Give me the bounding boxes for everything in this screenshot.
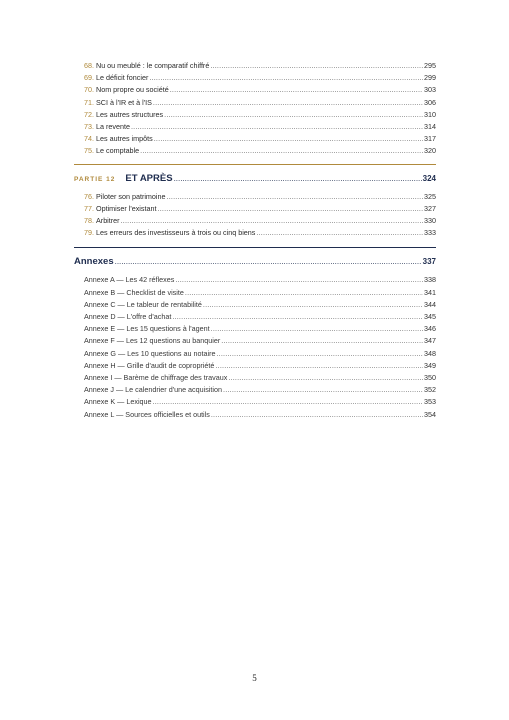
annex-row[interactable] [84, 299, 436, 311]
annex-row[interactable] [84, 274, 436, 286]
chapter-page: 295 [424, 61, 436, 70]
chapter-page: 310 [424, 109, 436, 119]
annex-page: 349 [424, 360, 436, 370]
dot-leader [158, 203, 424, 215]
dot-leader [203, 299, 423, 311]
chapter-page: 333 [424, 228, 436, 238]
table-of-contents [74, 60, 436, 421]
dot-leader [216, 348, 423, 360]
chapter-title: Nu ou meublé : le comparatif chiffré [96, 61, 210, 70]
dot-leader [256, 227, 423, 239]
chapter-number: 68. [84, 61, 94, 70]
chapter-number: 78. [84, 216, 94, 226]
annex-title: Annexe I — Barème de chiffrage des travaux [84, 373, 228, 383]
chapter-number: 69. [84, 73, 94, 83]
toc-row[interactable] [74, 121, 436, 133]
annex-title: Annexe A — Les 42 réflexes [84, 275, 175, 285]
annex-row[interactable] [84, 396, 436, 408]
toc-row[interactable] [74, 109, 436, 121]
chapter-list-part12 [74, 191, 436, 240]
annex-row[interactable] [84, 348, 436, 360]
annex-list [74, 274, 436, 420]
chapter-page: 325 [424, 191, 436, 201]
annex-title: Annexe C — Le tableur de rentabilité [84, 299, 202, 309]
dot-leader [121, 215, 423, 227]
dot-leader [223, 384, 423, 396]
dot-leader [115, 257, 422, 266]
toc-row[interactable] [74, 60, 436, 72]
annex-row[interactable] [84, 360, 436, 372]
chapter-title: Les autres structures [96, 109, 164, 119]
annex-title: Annexe E — Les 15 questions à l'agent [84, 324, 210, 334]
chapter-number: 79. [84, 228, 94, 238]
toc-row[interactable] [74, 203, 436, 215]
dot-leader [140, 145, 423, 157]
annex-page: 345 [424, 312, 436, 322]
annex-page: 344 [424, 299, 436, 309]
dot-leader [174, 174, 422, 183]
dot-leader [211, 409, 423, 421]
annex-page: 348 [424, 348, 436, 358]
annexes-page: 337 [422, 257, 436, 267]
annex-page: 341 [424, 287, 436, 297]
dot-leader [210, 60, 423, 72]
dot-leader [211, 323, 423, 335]
dot-leader [172, 311, 423, 323]
chapter-title: Les erreurs des investisseurs à trois ou cinq biens [96, 228, 256, 238]
dot-leader [167, 191, 423, 203]
chapter-page: 306 [424, 97, 436, 107]
toc-row[interactable] [74, 97, 436, 109]
annex-title: Annexe H — Grille d'audit de copropriété [84, 360, 215, 370]
part-label: PARTIE 12 [74, 175, 116, 183]
chapter-page: 327 [424, 203, 436, 213]
part-page: 324 [422, 173, 436, 183]
annex-page: 352 [424, 385, 436, 395]
chapter-number: 73. [84, 122, 94, 132]
chapter-page: 314 [424, 122, 436, 132]
chapter-number: 77. [84, 203, 94, 213]
chapter-number: 76. [84, 191, 94, 201]
annex-row[interactable] [84, 287, 436, 299]
annex-row[interactable] [84, 335, 436, 347]
toc-row[interactable] [74, 215, 436, 227]
chapter-list-top [74, 60, 436, 158]
dot-leader [221, 335, 423, 347]
chapter-title: Les autres impôts [96, 134, 153, 144]
chapter-number: 74. [84, 134, 94, 144]
chapter-title: SCI à l'IR et à l'IS [96, 97, 152, 107]
chapter-page: 303 [424, 85, 436, 95]
chapter-page: 330 [424, 216, 436, 226]
annex-page: 350 [424, 373, 436, 383]
chapter-number: 70. [84, 85, 94, 95]
dot-leader [175, 274, 423, 286]
chapter-title: Optimiser l'existant [96, 203, 157, 213]
toc-row[interactable] [74, 84, 436, 96]
annex-title: Annexe K — Lexique [84, 397, 152, 407]
annexes-heading[interactable] [74, 247, 436, 274]
chapter-number: 75. [84, 146, 94, 156]
dot-leader [170, 84, 423, 96]
annex-page: 354 [424, 409, 436, 419]
dot-leader [153, 396, 423, 408]
dot-leader [154, 133, 423, 145]
dot-leader [149, 72, 423, 84]
annex-page: 346 [424, 324, 436, 334]
annex-page: 353 [424, 397, 436, 407]
chapter-title: Nom propre ou société [96, 85, 169, 95]
chapter-title: Le comptable [96, 146, 140, 156]
annex-row[interactable] [84, 311, 436, 323]
dot-leader [215, 360, 423, 372]
annex-title: Annexe F — Les 12 questions au banquier [84, 336, 221, 346]
annexes-title: Annexes [74, 256, 114, 268]
annex-row[interactable] [84, 372, 436, 384]
annex-title: Annexe D — L'offre d'achat [84, 312, 172, 322]
toc-row[interactable] [74, 227, 436, 239]
dot-leader [228, 372, 423, 384]
dot-leader [164, 109, 423, 121]
chapter-page: 317 [424, 134, 436, 144]
annex-title: Annexe G — Les 10 questions au notaire [84, 348, 216, 358]
dot-leader [153, 97, 423, 109]
chapter-title: Le déficit foncier [96, 73, 149, 83]
toc-row[interactable] [74, 191, 436, 203]
chapter-title: La revente [96, 122, 130, 132]
dot-leader [131, 121, 423, 133]
chapter-title: Arbitrer [96, 216, 120, 226]
annex-row[interactable] [84, 409, 436, 421]
chapter-number: 72. [84, 109, 94, 119]
annex-page: 347 [424, 336, 436, 346]
chapter-page: 299 [424, 73, 436, 83]
annex-title: Annexe B — Checklist de visite [84, 287, 184, 297]
chapter-number: 71. [84, 97, 94, 107]
part-heading[interactable] [74, 164, 436, 191]
toc-row[interactable] [74, 145, 436, 157]
page-number: 5 [252, 673, 257, 683]
dot-leader [185, 287, 423, 299]
chapter-page: 320 [424, 146, 436, 156]
part-title: ET APRÈS [125, 172, 173, 184]
annex-title: Annexe L — Sources officielles et outils [84, 409, 210, 419]
chapter-title: Piloter son patrimoine [96, 191, 166, 201]
toc-row[interactable] [74, 133, 436, 145]
annex-title: Annexe J — Le calendrier d'une acquisition [84, 385, 223, 395]
annex-page: 338 [424, 275, 436, 285]
annex-row[interactable] [84, 323, 436, 335]
toc-row[interactable] [74, 72, 436, 84]
annex-row[interactable] [84, 384, 436, 396]
